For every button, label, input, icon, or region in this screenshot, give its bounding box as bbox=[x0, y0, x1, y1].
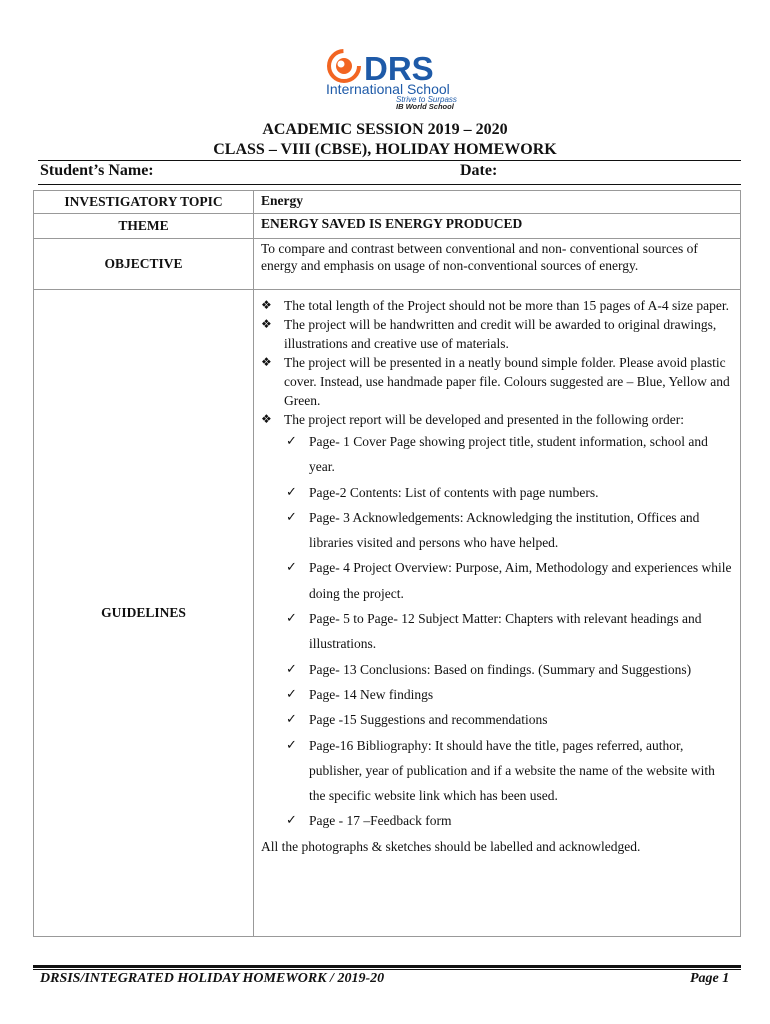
page-item bbox=[261, 480, 733, 505]
class-title: CLASS – VIII (CBSE), HOLIDAY HOMEWORK bbox=[213, 141, 557, 158]
check-bullet-icon: ✓ bbox=[286, 434, 297, 449]
page-item bbox=[261, 429, 733, 480]
page-item bbox=[261, 808, 733, 833]
guideline-item bbox=[261, 410, 733, 429]
logo-ib-text: IB World School bbox=[396, 102, 454, 110]
page-text: Page -15 Suggestions and recommendations bbox=[309, 712, 548, 728]
theme-label: THEME bbox=[34, 214, 254, 239]
diamond-bullet-icon: ❖ bbox=[261, 412, 272, 426]
topic-row bbox=[34, 191, 741, 214]
topic-label: INVESTIGATORY TOPIC bbox=[34, 191, 254, 214]
guidelines-content bbox=[254, 290, 741, 937]
page-item bbox=[261, 606, 733, 657]
date-label: Date: bbox=[460, 162, 498, 179]
check-bullet-icon: ✓ bbox=[286, 712, 297, 728]
page-text: Page-2 Contents: List of contents with page numbers. bbox=[309, 484, 599, 500]
page-text: Page- 3 Acknowledgements: Acknowledging the institution, Offices and libraries visited and persons who have helped. bbox=[309, 509, 700, 551]
guideline-item bbox=[261, 296, 733, 315]
page-item bbox=[261, 733, 733, 809]
footer-rule-thick bbox=[33, 965, 741, 968]
logo-swirl-dot bbox=[338, 61, 345, 68]
homework-table bbox=[33, 190, 741, 937]
check-bullet-icon: ✓ bbox=[286, 661, 297, 677]
closing-note: All the photographs & sketches should be labelled and acknowledged. bbox=[261, 838, 641, 854]
theme-value: ENERGY SAVED IS ENERGY PRODUCED bbox=[254, 214, 741, 239]
logo-tagline-text: Strive to Surpass bbox=[396, 95, 457, 104]
footer-document-id: DRSIS/INTEGRATED HOLIDAY HOMEWORK / 2019-20 bbox=[40, 971, 385, 986]
check-bullet-icon: ✓ bbox=[286, 484, 297, 500]
diamond-bullet-icon: ❖ bbox=[261, 298, 272, 312]
check-bullet-icon: ✓ bbox=[286, 611, 297, 627]
page-item bbox=[261, 555, 733, 606]
topic-value: Energy bbox=[254, 191, 741, 214]
page-text: Page- 1 Cover Page showing project title, student information, school and year. bbox=[309, 434, 708, 475]
guideline-item bbox=[261, 315, 733, 353]
check-bullet-icon: ✓ bbox=[286, 560, 297, 576]
page-item bbox=[261, 682, 733, 707]
page-text: Page- 13 Conclusions: Based on findings. (Summary and Suggestions) bbox=[309, 661, 692, 677]
page-number: Page 1 bbox=[690, 971, 730, 986]
diamond-bullet-icon: ❖ bbox=[261, 317, 272, 331]
session-title: ACADEMIC SESSION 2019 – 2020 bbox=[262, 121, 508, 138]
header-divider bbox=[38, 160, 741, 161]
diamond-bullet-icon: ❖ bbox=[261, 355, 272, 369]
page-text: Page- 14 New findings bbox=[309, 686, 434, 702]
page-text: Page - 17 –Feedback form bbox=[309, 813, 452, 829]
page-text: Page- 5 to Page- 12 Subject Matter: Chapters with relevant headings and illustrations. bbox=[309, 611, 702, 652]
page-item bbox=[261, 707, 733, 732]
page-text: Page- 4 Project Overview: Purpose, Aim, Methodology and experiences while doing the project. bbox=[309, 560, 732, 601]
guideline-text: The total length of the Project should not be more than 15 pages of A-4 size paper. bbox=[284, 298, 730, 313]
check-bullet-icon: ✓ bbox=[286, 813, 297, 829]
name-divider bbox=[38, 184, 741, 185]
guideline-item bbox=[261, 353, 733, 410]
guideline-list bbox=[261, 296, 733, 429]
objective-row bbox=[34, 239, 741, 290]
page-order-list bbox=[261, 429, 733, 834]
page-text: Page-16 Bibliography: It should have the title, pages referred, author, publisher, year of publication and if a website the name of the website with the specific website link which has been used. bbox=[309, 737, 715, 804]
guidelines-row bbox=[34, 290, 741, 937]
guideline-text: The project will be presented in a neatly bound simple folder. Please avoid plastic cover. Instead, use handmade paper file. Colours suggested are – Blue, Yellow and Green. bbox=[284, 355, 730, 408]
student-name-label: Student’s Name: bbox=[40, 162, 154, 179]
check-bullet-icon: ✓ bbox=[286, 737, 297, 753]
page-item bbox=[261, 657, 733, 682]
guideline-text: The project will be handwritten and credit will be awarded to original drawings, illustrations and creative use of materials. bbox=[284, 317, 717, 351]
check-bullet-icon: ✓ bbox=[286, 686, 297, 702]
check-bullet-icon: ✓ bbox=[286, 509, 297, 525]
theme-row bbox=[34, 214, 741, 239]
logo-school-text: International School bbox=[326, 81, 450, 97]
guidelines-label: GUIDELINES bbox=[34, 290, 254, 937]
guideline-text: The project report will be developed and presented in the following order: bbox=[284, 412, 684, 427]
footer-rule-thin bbox=[33, 969, 741, 970]
page-item bbox=[261, 505, 733, 556]
school-logo bbox=[322, 46, 472, 110]
objective-value: To compare and contrast between conventional and non- conventional sources of energy and emphasis on usage of non-conventional sources of energy. bbox=[254, 239, 741, 290]
logo-brand-text: DRS bbox=[364, 50, 434, 87]
objective-label: OBJECTIVE bbox=[34, 239, 254, 290]
